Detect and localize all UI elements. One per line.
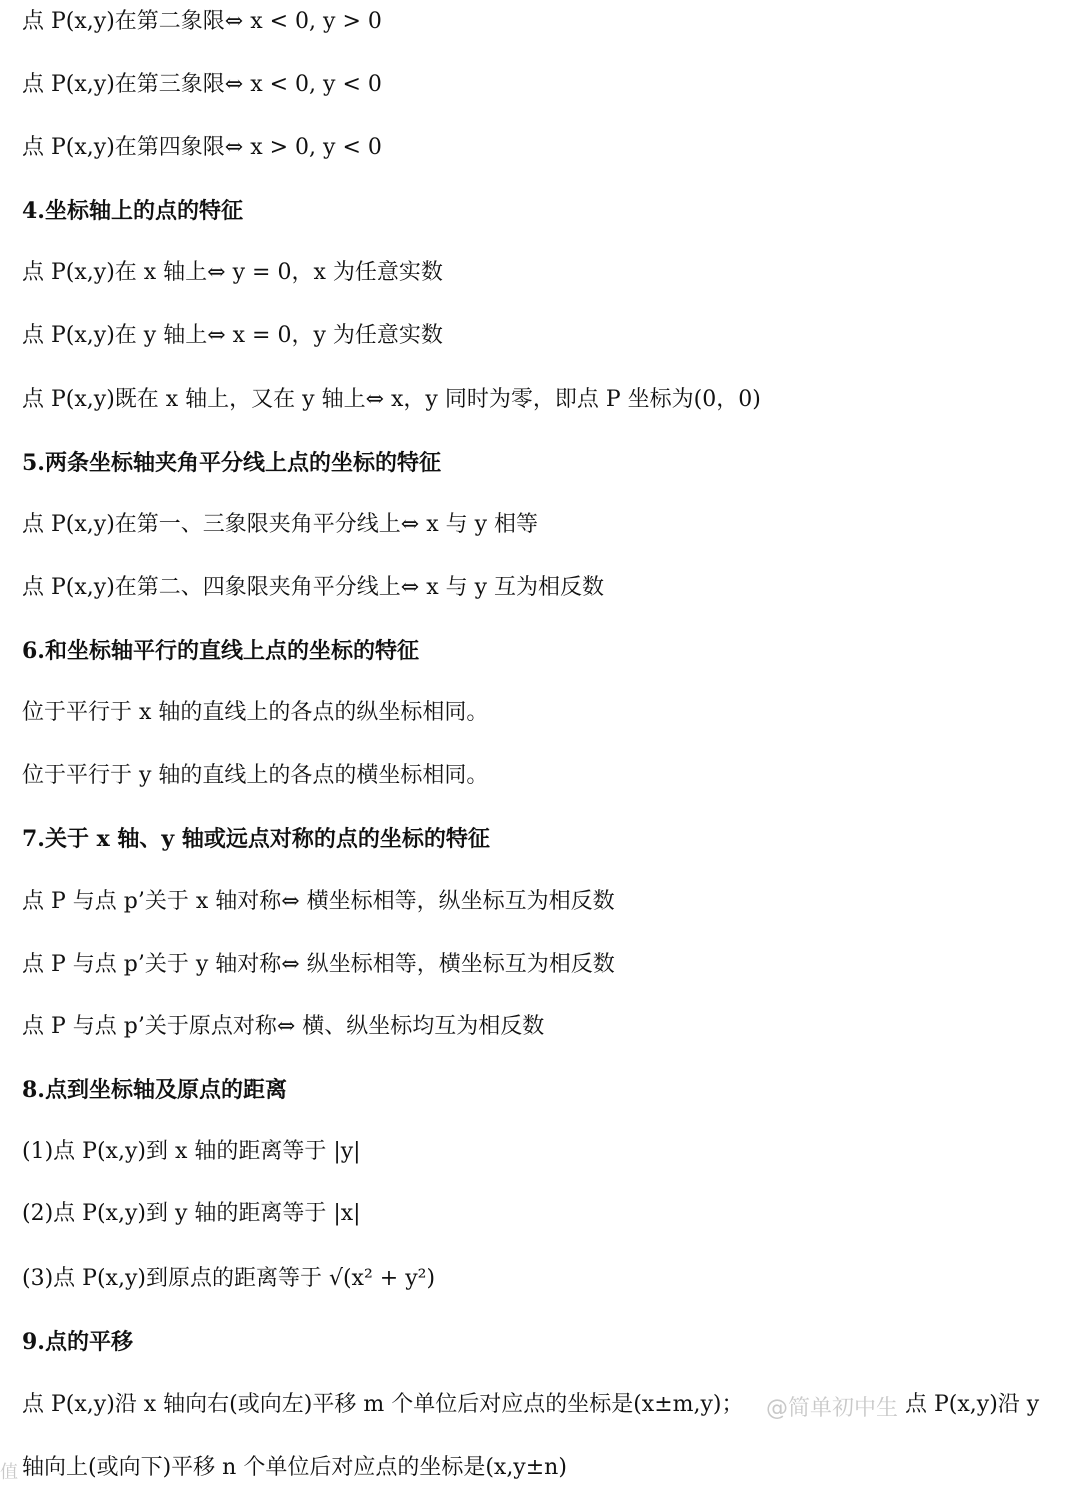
text-line: 点 P(x,y)在第三象限⇔ x < 0, y < 0 <box>22 72 382 97</box>
text-line: 位于平行于 x 轴的直线上的各点的纵坐标相同。 <box>22 700 489 725</box>
text-line: 点 P(x,y)在第一、三象限夹角平分线上⇔ x 与 y 相等 <box>22 512 539 537</box>
text-line: 点 P(x,y)在第四象限⇔ x > 0, y < 0 <box>22 135 382 160</box>
section-heading: 7.关于 x 轴、y 轴或远点对称的点的坐标的特征 <box>22 826 490 852</box>
text-line: 点 P(x,y)沿 x 轴向右(或向左)平移 m 个单位后对应点的坐标是(x±m,y)； <box>22 1392 744 1417</box>
text-line: 点 P(x,y)沿 y <box>905 1392 1040 1417</box>
section-heading: 6.和坐标轴平行的直线上点的坐标的特征 <box>22 638 419 664</box>
text-line: 点 P 与点 p’关于原点对称⇔ 横、纵坐标均互为相反数 <box>22 1014 545 1039</box>
text-line: 点 P(x,y)在 y 轴上⇔ x = 0，y 为任意实数 <box>22 323 443 348</box>
section-heading: 5.两条坐标轴夹角平分线上点的坐标的特征 <box>22 450 441 476</box>
text-line: 轴向上(或向下)平移 n 个单位后对应点的坐标是(x,y±n) <box>22 1455 567 1480</box>
text-line: 点 P(x,y)在第二、四象限夹角平分线上⇔ x 与 y 互为相反数 <box>22 575 605 600</box>
section-heading: 9.点的平移 <box>22 1329 133 1355</box>
text-line: 点 P 与点 p’关于 x 轴对称⇔ 横坐标相等，纵坐标互为相反数 <box>22 889 615 914</box>
text-line: 点 P(x,y)在第二象限⇔ x < 0, y > 0 <box>22 9 382 34</box>
text-line: 点 P(x,y)既在 x 轴上，又在 y 轴上⇔ x，y 同时为零，即点 P 坐标为(0，0) <box>22 387 761 412</box>
text-line: 点 P 与点 p’关于 y 轴对称⇔ 纵坐标相等，横坐标互为相反数 <box>22 952 615 977</box>
watermark-text: @简单初中生 <box>766 1396 899 1421</box>
text-line: (3)点 P(x,y)到原点的距离等于 √(x² + y²) <box>22 1266 436 1291</box>
text-line: 点 P(x,y)在 x 轴上⇔ y = 0，x 为任意实数 <box>22 260 443 285</box>
section-heading: 8.点到坐标轴及原点的距离 <box>22 1077 287 1103</box>
text-line: (1)点 P(x,y)到 x 轴的距离等于 |y| <box>22 1139 361 1164</box>
corner-watermark: 值 <box>0 1462 18 1483</box>
section-heading: 4.坐标轴上的点的特征 <box>22 198 243 224</box>
text-line: 位于平行于 y 轴的直线上的各点的横坐标相同。 <box>22 763 489 788</box>
text-line: (2)点 P(x,y)到 y 轴的距离等于 |x| <box>22 1201 361 1226</box>
